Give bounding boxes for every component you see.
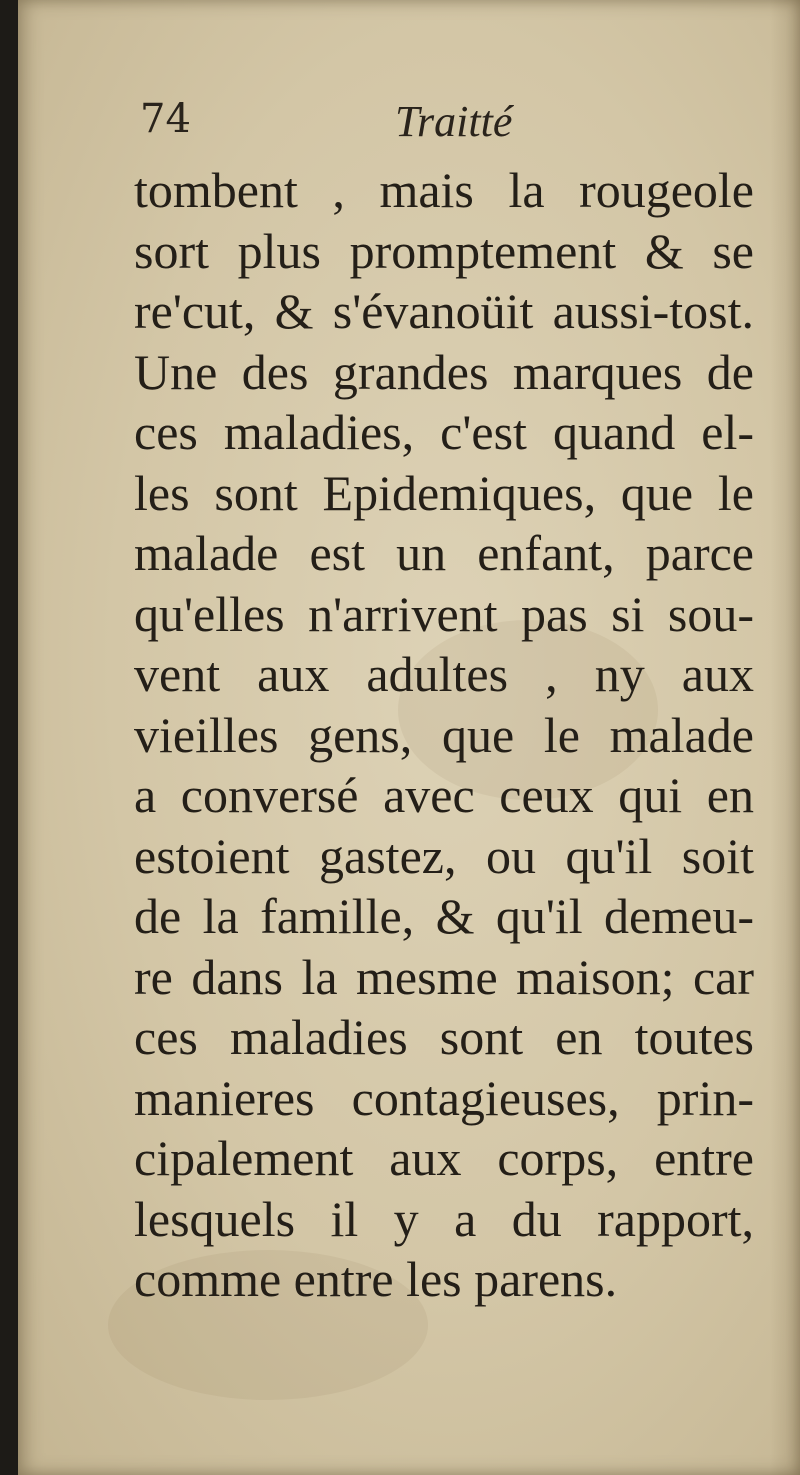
text-line: vent aux adultes , ny aux (134, 646, 754, 702)
text-line: cipalement aux corps, entre (134, 1130, 754, 1186)
text-line: les sont Epidemiques, que le (134, 464, 754, 521)
text-line: vieilles gens, que le malade (134, 706, 754, 763)
text-line: ces maladies, c'est quand el- (134, 404, 754, 460)
text-line: tombent , mais la rougeole (134, 162, 754, 218)
text-line: manieres contagieuses, prin- (134, 1069, 754, 1126)
text-line: estoient gastez, ou qu'il soit (134, 827, 754, 884)
text-line: de la famille, & qu'il demeu- (134, 888, 754, 944)
text-line: re'cut, & s'évanoüit aussi-tost. (134, 283, 754, 339)
body-text (134, 160, 754, 1310)
text-line: re dans la mesme maison; car (134, 948, 754, 1005)
book-page (18, 0, 800, 1475)
text-line: qu'elles n'arrivent pas si sou- (134, 585, 754, 642)
running-title: Traitté (395, 97, 513, 146)
text-line: ces maladies sont en toutes (134, 1009, 754, 1065)
text-line: lesquels il y a du rapport, (134, 1190, 754, 1247)
page-number: 74 (140, 96, 191, 142)
text-line: Une des grandes marques de (134, 343, 754, 400)
text-line: malade est un enfant, parce (134, 525, 754, 581)
text-line: comme entre les parens. (134, 1251, 618, 1307)
text-line: a conversé avec ceux qui en (134, 767, 754, 823)
running-head (140, 96, 640, 156)
text-line: sort plus promptement & se (134, 222, 754, 279)
